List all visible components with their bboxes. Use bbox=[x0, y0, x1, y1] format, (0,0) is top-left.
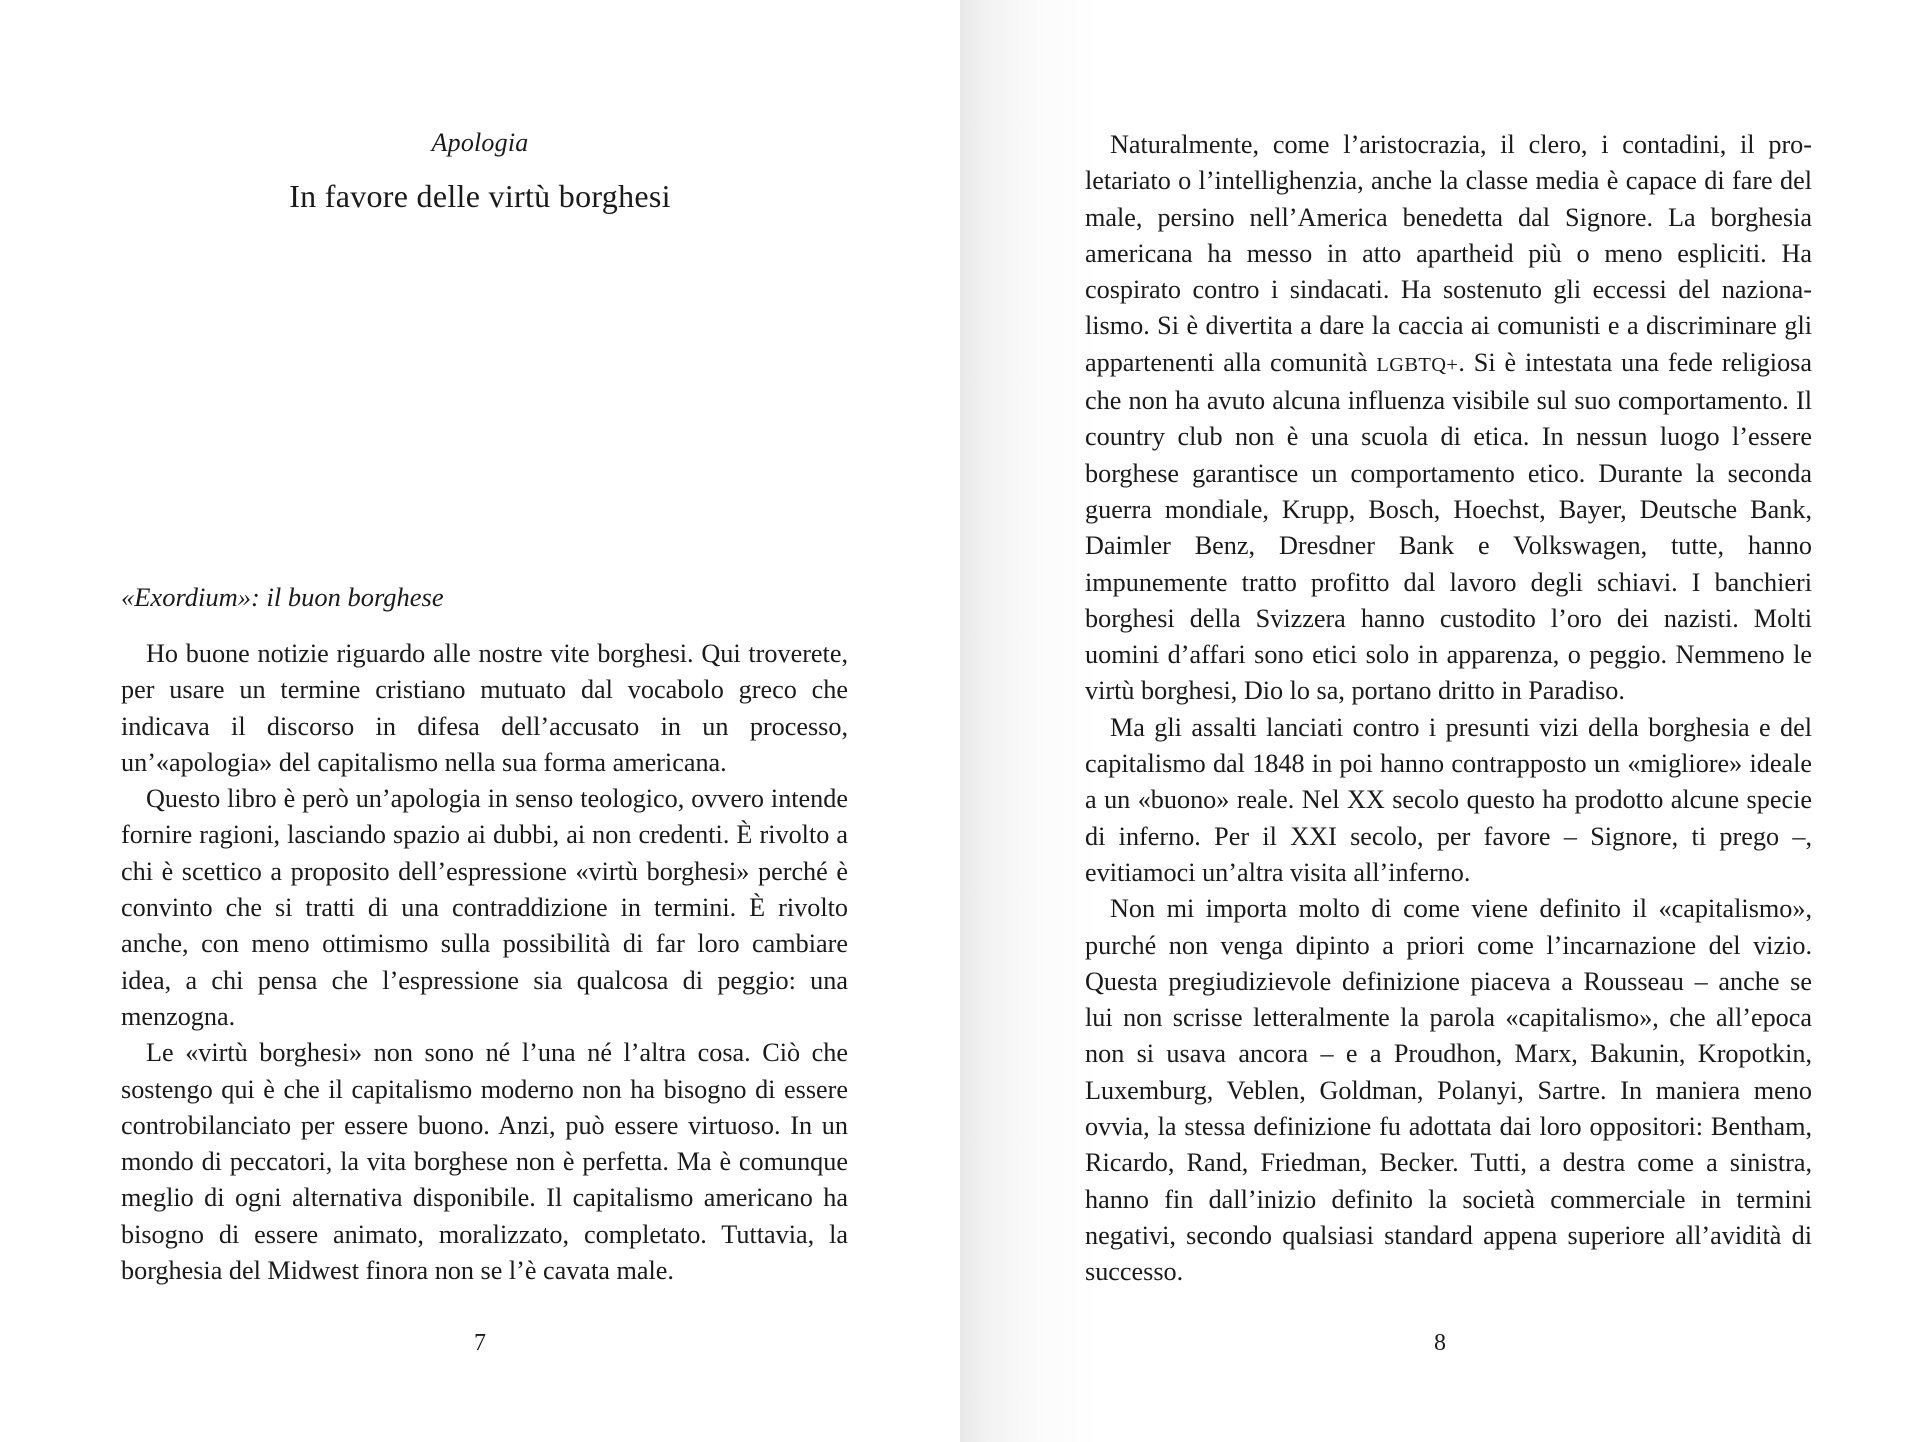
right-page bbox=[960, 0, 1920, 1442]
paragraph: Non mi importa molto di come viene definito il «capitalismo», purché non venga dipinto a priori come l’incarnazione del vizio. Questa pregiudizievole definizione piaceva a Rousseau – anche se lui non scrisse letteralmente la parola «capitalismo», che all’epoca non si usava ancora – e a Proudhon, Marx, Bakunin, Kropotkin, Luxemburg, Veblen, Goldman, Polanyi, Sartre. In maniera meno ovvia, la stessa definizione fu adottata dai loro oppositori: Bentham, Ricardo, Rand, Friedman, Becker. Tutti, a destra come a sinistra, hanno fin dall’inizio definito la società commerciale in termini negativi, secondo qualsiasi standard appena superiore all’avidità di successo. bbox=[1085, 894, 1812, 1287]
paragraph: Questo libro è però un’apologia in senso teologico, ovvero intende fornire ragioni, lasciando spazio ai dubbi, ai non credenti. È rivolto a chi è scettico a proposito dell’espressione «virtù borghesi» perché è convinto che si tratti di una contraddizione in termini. È rivolto anche, con meno ottimismo sulla possibilità di far loro cambiare idea, a chi pensa che l’espressione sia qualcosa di peggio: una menzogna. bbox=[121, 784, 848, 1031]
right-body-text bbox=[1085, 127, 1812, 1291]
paragraph: Le «virtù borghesi» non sono né l’una né l’altra cosa. Ciò che sostengo qui è che il capitalismo moderno non ha bisogno di essere controbilanciato per essere buono. Anzi, può essere virtuoso. In un mondo di peccatori, la vita borghese non è perfetta. Ma è comunque meglio di ogni alternativa disponibile. Il capitalismo americano ha bisogno di essere animato, moralizzato, completato. Tuttavia, la borghesia del Midwest finora non se l’è cavata male. bbox=[121, 1038, 848, 1286]
chapter-title: In favore delle virtù borghesi bbox=[289, 178, 671, 214]
acronym-smallcaps: LGBTQ+ bbox=[1376, 353, 1459, 376]
left-body-text bbox=[121, 636, 848, 1289]
page-number-right: 8 bbox=[1434, 1330, 1446, 1356]
running-title: Apologia bbox=[431, 128, 529, 157]
section-heading: «Exordium»: il buon borghese bbox=[121, 582, 444, 612]
page-number-left: 7 bbox=[474, 1330, 486, 1356]
paragraph: Ma gli assalti lanciati contro i presunti vizi della borghesia e del capitalismo dal 1848 in poi hanno contrapposto un «migliore» ideale a un «buono» reale. Nel XX secolo questo ha prodotto alcune specie di inferno. Per il XXI secolo, per favore – Signore, ti prego –, evitiamoci un’altra visita all’inferno. bbox=[1085, 712, 1812, 887]
paragraph-text: . Si è intestata una fede religiosa che non ha avuto alcuna influenza visibile sul suo comportamento. Il country club non è una scuola di etica. In nessun luogo l’essere borghese garantisce un comportamento etico. Durante la seconda guerra mondiale, Krupp, Bosch, Hoechst, Bayer, Deutsche Bank, Daimler Benz, Dresdner Bank e Volkswagen, tutte, hanno impunemente tratto profitto dal lavoro degli schiavi. I banchieri borghesi della Svizzera hanno custodito l’oro dei nazisti. Molti uomini d’affari sono etici solo in apparenza, o peggio. Nemmeno le virtù borghesi, Dio lo sa, portano dritto in Paradiso. bbox=[1085, 347, 1812, 706]
paragraph-text: Naturalmente, come l’aristocrazia, il clero, i contadini, il proletariato o l’intellighenzia, anche la classe media è capace di fare del male, persino nell’America benedetta dal Signore. La borghesia americana ha messo in atto apartheid più o meno espliciti. Ha cospirato contro i sindacati. Ha sostenuto gli eccessi del nazionalismo. Si è divertita a dare la caccia ai comunisti e a discriminare gli appartenenti alla comunità bbox=[1085, 130, 1812, 377]
paragraph bbox=[1085, 127, 1812, 710]
paragraph: Ho buone notizie riguardo alle nostre vite borghesi. Qui troverete, per usare un termine cristiano mutuato dal vocabolo greco che indicava il discorso in difesa dell’accusato in un processo, un’«apologia» del capitalismo nella sua forma americana. bbox=[121, 639, 848, 777]
